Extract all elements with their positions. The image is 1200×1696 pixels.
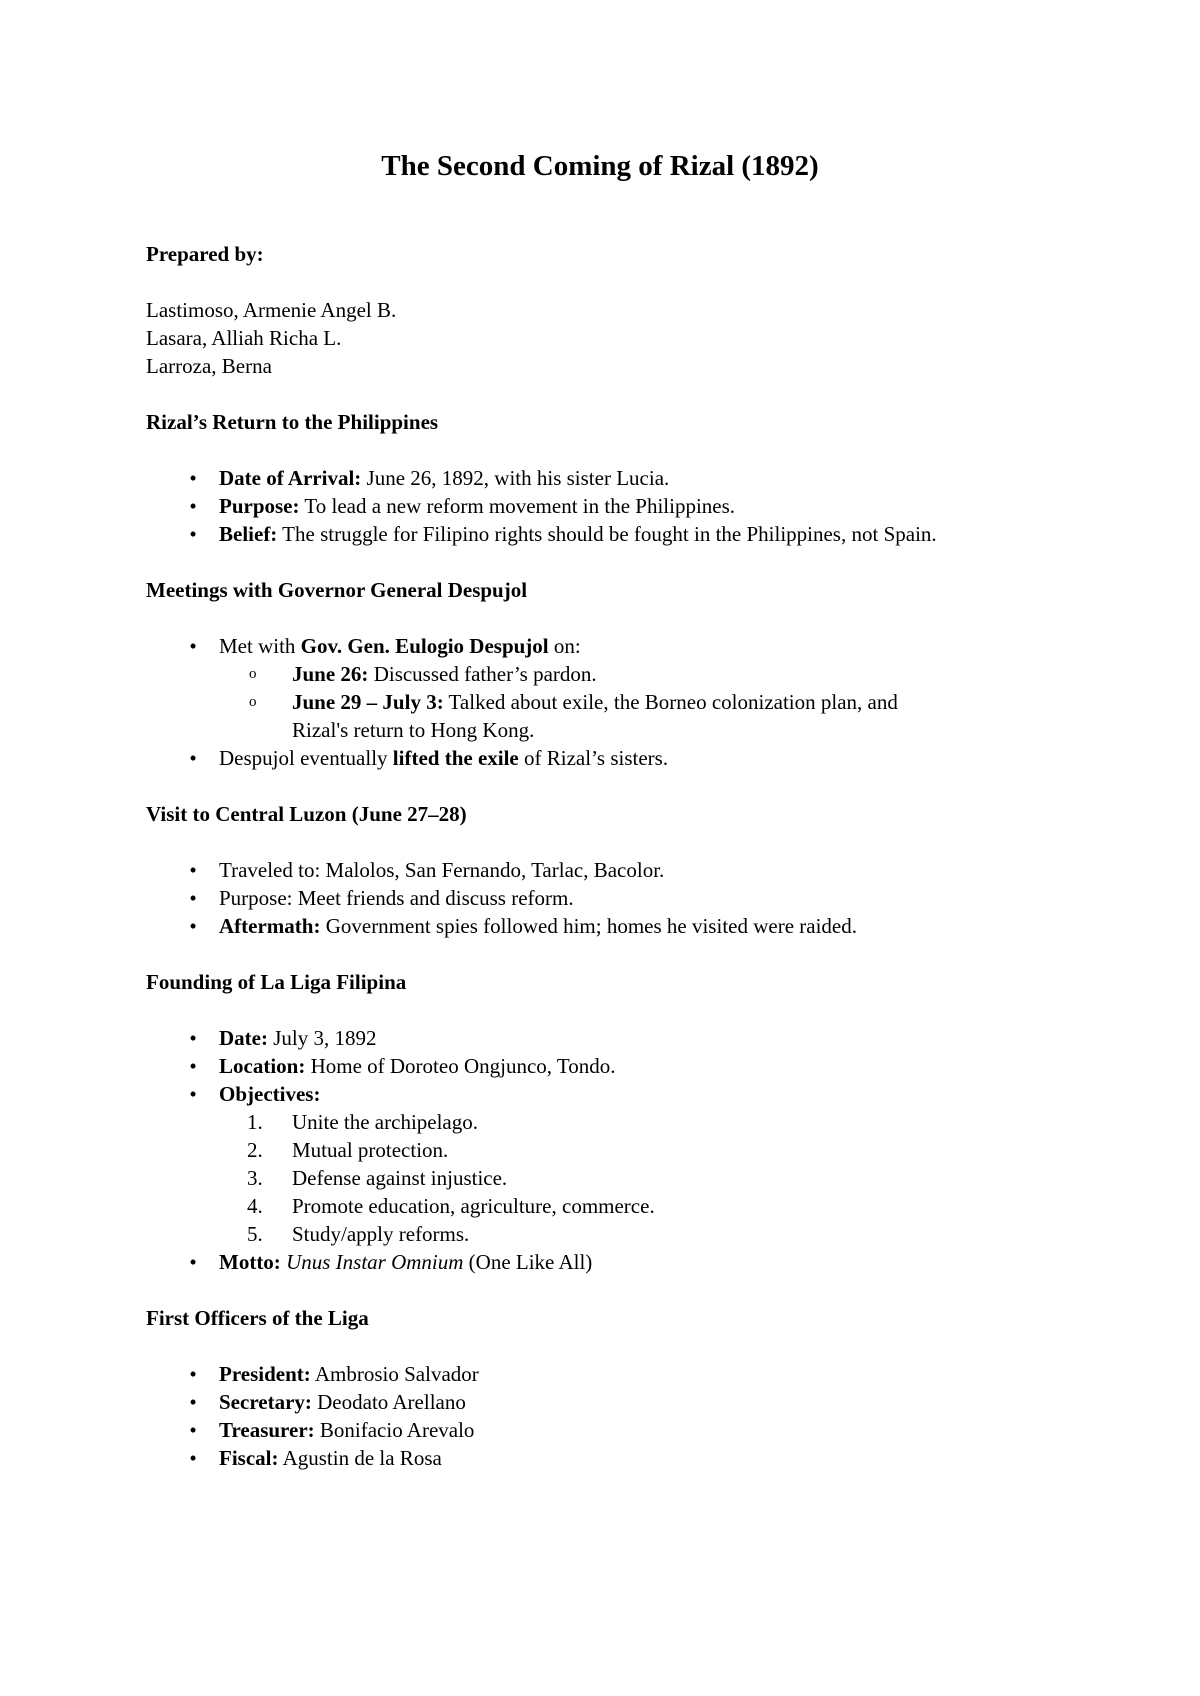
list-number: 5. [247, 1222, 263, 1246]
item-text: Traveled to: Malolos, San Fernando, Tarlac, Bacolor. [219, 858, 665, 882]
item-text: Talked about exile, the Borneo colonization plan, and Rizal's return to Hong Kong. [292, 690, 898, 742]
bullet-icon: • [189, 1026, 197, 1050]
motto-english: (One Like All) [463, 1250, 593, 1274]
author-name: Lastimoso, Armenie Angel B. [146, 298, 397, 322]
document-title: The Second Coming of Rizal (1892) [381, 150, 819, 182]
list-item [146, 912, 1106, 940]
list-item [146, 1444, 1106, 1472]
item-label: Date of Arrival: [219, 466, 362, 490]
liga-list [146, 1024, 1106, 1276]
objective-item [219, 1192, 1106, 1220]
item-label: June 26: [292, 662, 369, 686]
bullet-icon: • [189, 494, 197, 518]
list-number: 1. [247, 1110, 263, 1134]
bullet-icon: • [189, 914, 197, 938]
item-text: Government spies followed him; homes he visited were raided. [320, 914, 857, 938]
list-item [146, 1080, 1106, 1248]
prepared-by-label: Prepared by: [146, 242, 264, 266]
item-label: Objectives: [219, 1082, 321, 1106]
list-item [146, 632, 1106, 744]
objective-item [219, 1108, 1106, 1136]
item-text: June 26, 1892, with his sister Lucia. [361, 466, 670, 490]
item-text: Defense against injustice. [292, 1166, 508, 1190]
circle-bullet-icon: o [249, 666, 257, 682]
list-item [146, 1388, 1106, 1416]
item-text: Despujol eventually [219, 746, 393, 770]
circle-bullet-icon: o [249, 694, 257, 710]
item-label: Aftermath: [219, 914, 321, 938]
list-item [146, 1052, 1106, 1080]
item-label: Treasurer: [219, 1418, 315, 1442]
objective-item [219, 1164, 1106, 1192]
list-item [146, 492, 1106, 520]
list-number: 4. [247, 1194, 263, 1218]
objectives-list [219, 1108, 1106, 1248]
item-label: Secretary: [219, 1390, 312, 1414]
list-number: 3. [247, 1166, 263, 1190]
section-heading-luzon: Visit to Central Luzon (June 27–28) [146, 802, 467, 826]
item-bold: lifted the exile [392, 746, 519, 770]
bullet-icon: • [189, 746, 197, 770]
item-text: Met with [219, 634, 301, 658]
item-text: on: [548, 634, 581, 658]
item-text: Study/apply reforms. [292, 1222, 470, 1246]
despujol-list [146, 632, 1106, 772]
item-label: Fiscal: [219, 1446, 279, 1470]
list-item [146, 520, 1106, 548]
document-body [146, 240, 1106, 1472]
officers-list [146, 1360, 1106, 1472]
item-text: Deodato Arellano [311, 1390, 466, 1414]
sub-list-item [219, 688, 942, 744]
section-heading-officers: First Officers of the Liga [146, 1306, 369, 1330]
list-item [146, 1360, 1106, 1388]
item-text: Discussed father’s pardon. [368, 662, 597, 686]
item-label: Date: [219, 1026, 268, 1050]
item-text: Mutual protection. [292, 1138, 449, 1162]
item-text: Bonifacio Arevalo [314, 1418, 475, 1442]
item-text: of Rizal’s sisters. [518, 746, 669, 770]
objective-item [219, 1220, 1106, 1248]
item-label: Belief: [219, 522, 278, 546]
author-name: Lasara, Alliah Richa L. [146, 326, 342, 350]
objective-item [219, 1136, 1106, 1164]
item-label: Motto: [219, 1250, 281, 1274]
luzon-list [146, 856, 1106, 940]
list-number: 2. [247, 1138, 263, 1162]
bullet-icon: • [189, 522, 197, 546]
bullet-icon: • [189, 466, 197, 490]
bullet-icon: • [189, 1418, 197, 1442]
item-bold: Gov. Gen. Eulogio Despujol [300, 634, 549, 658]
bullet-icon: • [189, 1362, 197, 1386]
item-label: Purpose: [219, 494, 300, 518]
list-item [146, 856, 1106, 884]
bullet-icon: • [189, 886, 197, 910]
item-label: Location: [219, 1054, 306, 1078]
item-text: Unite the archipelago. [292, 1110, 479, 1134]
list-item [146, 1024, 1106, 1052]
section-heading-despujol: Meetings with Governor General Despujol [146, 578, 528, 602]
motto-latin: Unus Instar Omnium [286, 1250, 464, 1274]
bullet-icon: • [189, 634, 197, 658]
list-item [146, 744, 1106, 772]
return-list [146, 464, 1106, 548]
section-heading-liga: Founding of La Liga Filipina [146, 970, 407, 994]
item-text: The struggle for Filipino rights should be fought in the Philippines, not Spain. [277, 522, 937, 546]
list-item [146, 1248, 1106, 1276]
list-item [146, 884, 1106, 912]
item-text: Agustin de la Rosa [278, 1446, 442, 1470]
sub-list-item [219, 660, 942, 688]
item-label: President: [219, 1362, 311, 1386]
item-text: Home of Doroteo Ongjunco, Tondo. [305, 1054, 616, 1078]
item-text: Promote education, agriculture, commerce. [292, 1194, 655, 1218]
list-item [146, 464, 1106, 492]
bullet-icon: • [189, 1446, 197, 1470]
item-text: Ambrosio Salvador [310, 1362, 479, 1386]
bullet-icon: • [189, 1054, 197, 1078]
item-label: June 29 – July 3: [292, 690, 444, 714]
bullet-icon: • [189, 1082, 197, 1106]
item-text: Purpose: Meet friends and discuss reform. [219, 886, 574, 910]
list-item [146, 1416, 1106, 1444]
item-text: July 3, 1892 [267, 1026, 377, 1050]
author-name: Larroza, Berna [146, 354, 272, 378]
section-heading-return: Rizal’s Return to the Philippines [146, 410, 439, 434]
sub-list [219, 660, 1106, 744]
bullet-icon: • [189, 858, 197, 882]
bullet-icon: • [189, 1390, 197, 1414]
item-text: To lead a new reform movement in the Philippines. [299, 494, 736, 518]
bullet-icon: • [189, 1250, 197, 1274]
